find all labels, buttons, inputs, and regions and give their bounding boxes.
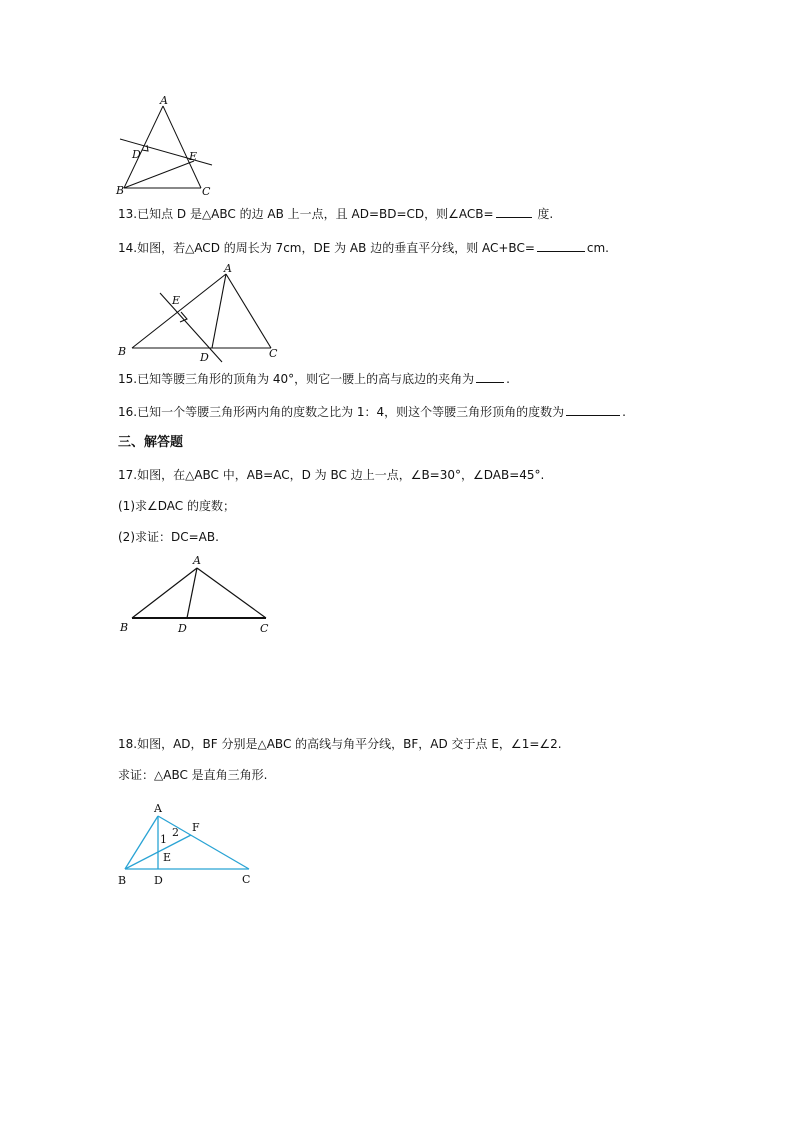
label-d: D (200, 351, 209, 364)
label-c: C (269, 347, 278, 360)
question-15 (118, 371, 510, 387)
segment-ad (187, 568, 197, 618)
label-f: F (192, 821, 200, 834)
question-17-part2: (2)求证：DC=AB. (118, 530, 219, 544)
segment-ab (132, 274, 226, 348)
figure-q17 (114, 548, 284, 638)
q14-text-after: cm. (586, 241, 609, 255)
label-a: A (224, 262, 232, 275)
label-c: C (242, 873, 251, 886)
segment-ac (197, 568, 266, 618)
q16-text-before: 16.已知一个等腰三角形两内角的度数之比为 1：4，则这个等腰三角形顶角的度数为 (118, 405, 565, 419)
question-14 (118, 240, 609, 256)
segment-ad (212, 274, 226, 348)
label-d: D (154, 874, 163, 887)
q16-text-after: . (622, 405, 626, 419)
label-e: E (163, 851, 172, 864)
label-b: B (118, 345, 127, 358)
section-heading: 三、解答题 (118, 435, 184, 450)
q13-text-after: 度. (533, 207, 554, 221)
label-d: D (132, 148, 141, 161)
question-17-part1: (1)求∠DAC 的度数； (118, 499, 235, 513)
segment-ac (163, 106, 201, 188)
q14-text-before: 14.如图，若△ACD 的周长为 7cm，DE 为 AB 边的垂直平分线，则 AC+BC= (118, 241, 535, 255)
question-18-stem: 18.如图，AD，BF 分别是△ABC 的高线与角平分线，BF，AD 交于点 E，∠1=∠2. (118, 737, 562, 751)
figure-q18 (114, 798, 264, 890)
q15-answer-blank[interactable] (476, 371, 504, 383)
label-b: B (116, 184, 125, 197)
angle-label-1: 1 (160, 833, 167, 846)
label-a: A (160, 94, 168, 107)
label-c: C (260, 622, 269, 635)
angle-label-2: 2 (172, 826, 179, 839)
segment-ab (132, 568, 197, 618)
question-16 (118, 404, 626, 420)
q13-answer-blank[interactable] (496, 206, 532, 218)
label-b: B (120, 621, 129, 634)
label-c: C (202, 185, 211, 198)
q15-text-before: 15.已知等腰三角形的顶角为 40°，则它一腰上的高与底边的夹角为 (118, 372, 475, 386)
question-17-stem: 17.如图，在△ABC 中，AB=AC，D 为 BC 边上一点，∠B=30°，∠DAB=45°. (118, 468, 545, 482)
label-e: E (172, 294, 181, 307)
figure-q12 (112, 94, 222, 200)
label-e: E (189, 150, 198, 163)
label-a: A (193, 554, 201, 567)
figure-q14 (114, 260, 284, 365)
question-13 (118, 206, 553, 222)
label-d: D (178, 622, 187, 635)
segment-ac (158, 816, 249, 869)
q13-text-before: 13.已知点 D 是△ABC 的边 AB 上一点，且 AD=BD=CD，则∠ACB= (118, 207, 494, 221)
label-a: A (154, 802, 162, 815)
line-de (160, 293, 222, 362)
question-18-prove: 求证：△ABC 是直角三角形. (118, 768, 268, 782)
q16-answer-blank[interactable] (566, 404, 620, 416)
segment-ac (226, 274, 271, 348)
q15-text-after: . (506, 372, 510, 386)
q14-answer-blank[interactable] (537, 240, 585, 252)
label-b: B (118, 874, 127, 887)
